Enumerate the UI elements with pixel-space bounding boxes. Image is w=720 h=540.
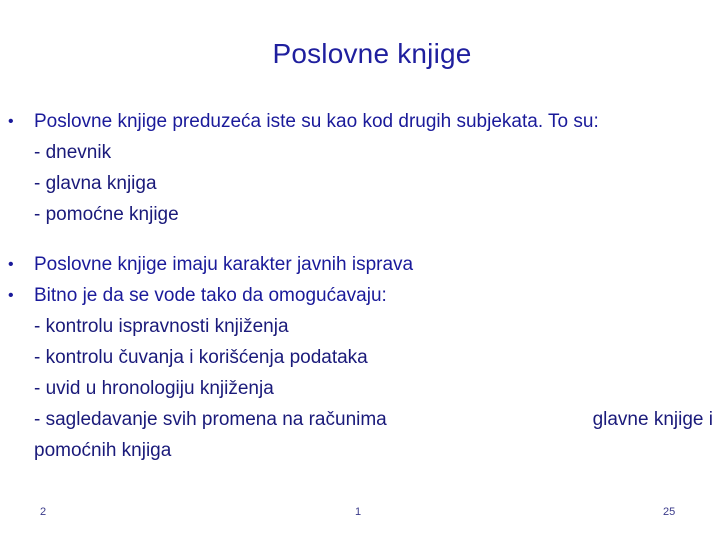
list-item — [8, 311, 713, 342]
bullet-line — [8, 280, 713, 311]
bullet-text: Poslovne knjige preduzeća iste su kao kod drugih subjekata. To su: — [34, 111, 599, 132]
list-item — [8, 137, 713, 168]
list-item — [8, 435, 713, 466]
sub-item-text: - kontrolu čuvanja i korišćenja podataka — [34, 347, 368, 368]
sub-item-text: - glavna knjiga — [34, 173, 157, 194]
bullet-dot-icon: • — [8, 256, 14, 273]
footer-left: 2 — [40, 506, 47, 518]
bullet-line — [8, 106, 713, 137]
list-item — [8, 342, 713, 373]
sub-item-text: pomoćnih knjiga — [34, 440, 172, 461]
list-item — [8, 373, 713, 404]
footer-page-number: 25 — [663, 506, 676, 518]
list-item — [8, 168, 713, 199]
list-item — [8, 404, 713, 435]
bullet-line — [8, 249, 713, 280]
sub-item-text: - uvid u hronologiju knjiženja — [34, 378, 274, 399]
sub-item-text: - dnevnik — [34, 142, 112, 163]
slide-title: Poslovne knjige — [272, 38, 472, 69]
sub-item-text: - pomoćne knjige — [34, 204, 179, 225]
bullet-dot-icon: • — [8, 113, 14, 130]
bullet-block-2 — [8, 249, 713, 466]
sub-item-text: - sagledavanje svih promena na računima — [34, 409, 387, 430]
bullet-text: Poslovne knjige imaju karakter javnih isprava — [34, 254, 414, 275]
bullet-text: Bitno je da se vode tako da omogućavaju: — [34, 285, 387, 306]
sub-item-text-right: glavne knjige i — [592, 409, 713, 430]
list-item — [8, 199, 713, 230]
sub-item-text: - kontrolu ispravnosti knjiženja — [34, 316, 289, 337]
bullet-dot-icon: • — [8, 287, 14, 304]
bullet-block-1 — [8, 106, 713, 230]
footer-center: 1 — [355, 506, 362, 518]
